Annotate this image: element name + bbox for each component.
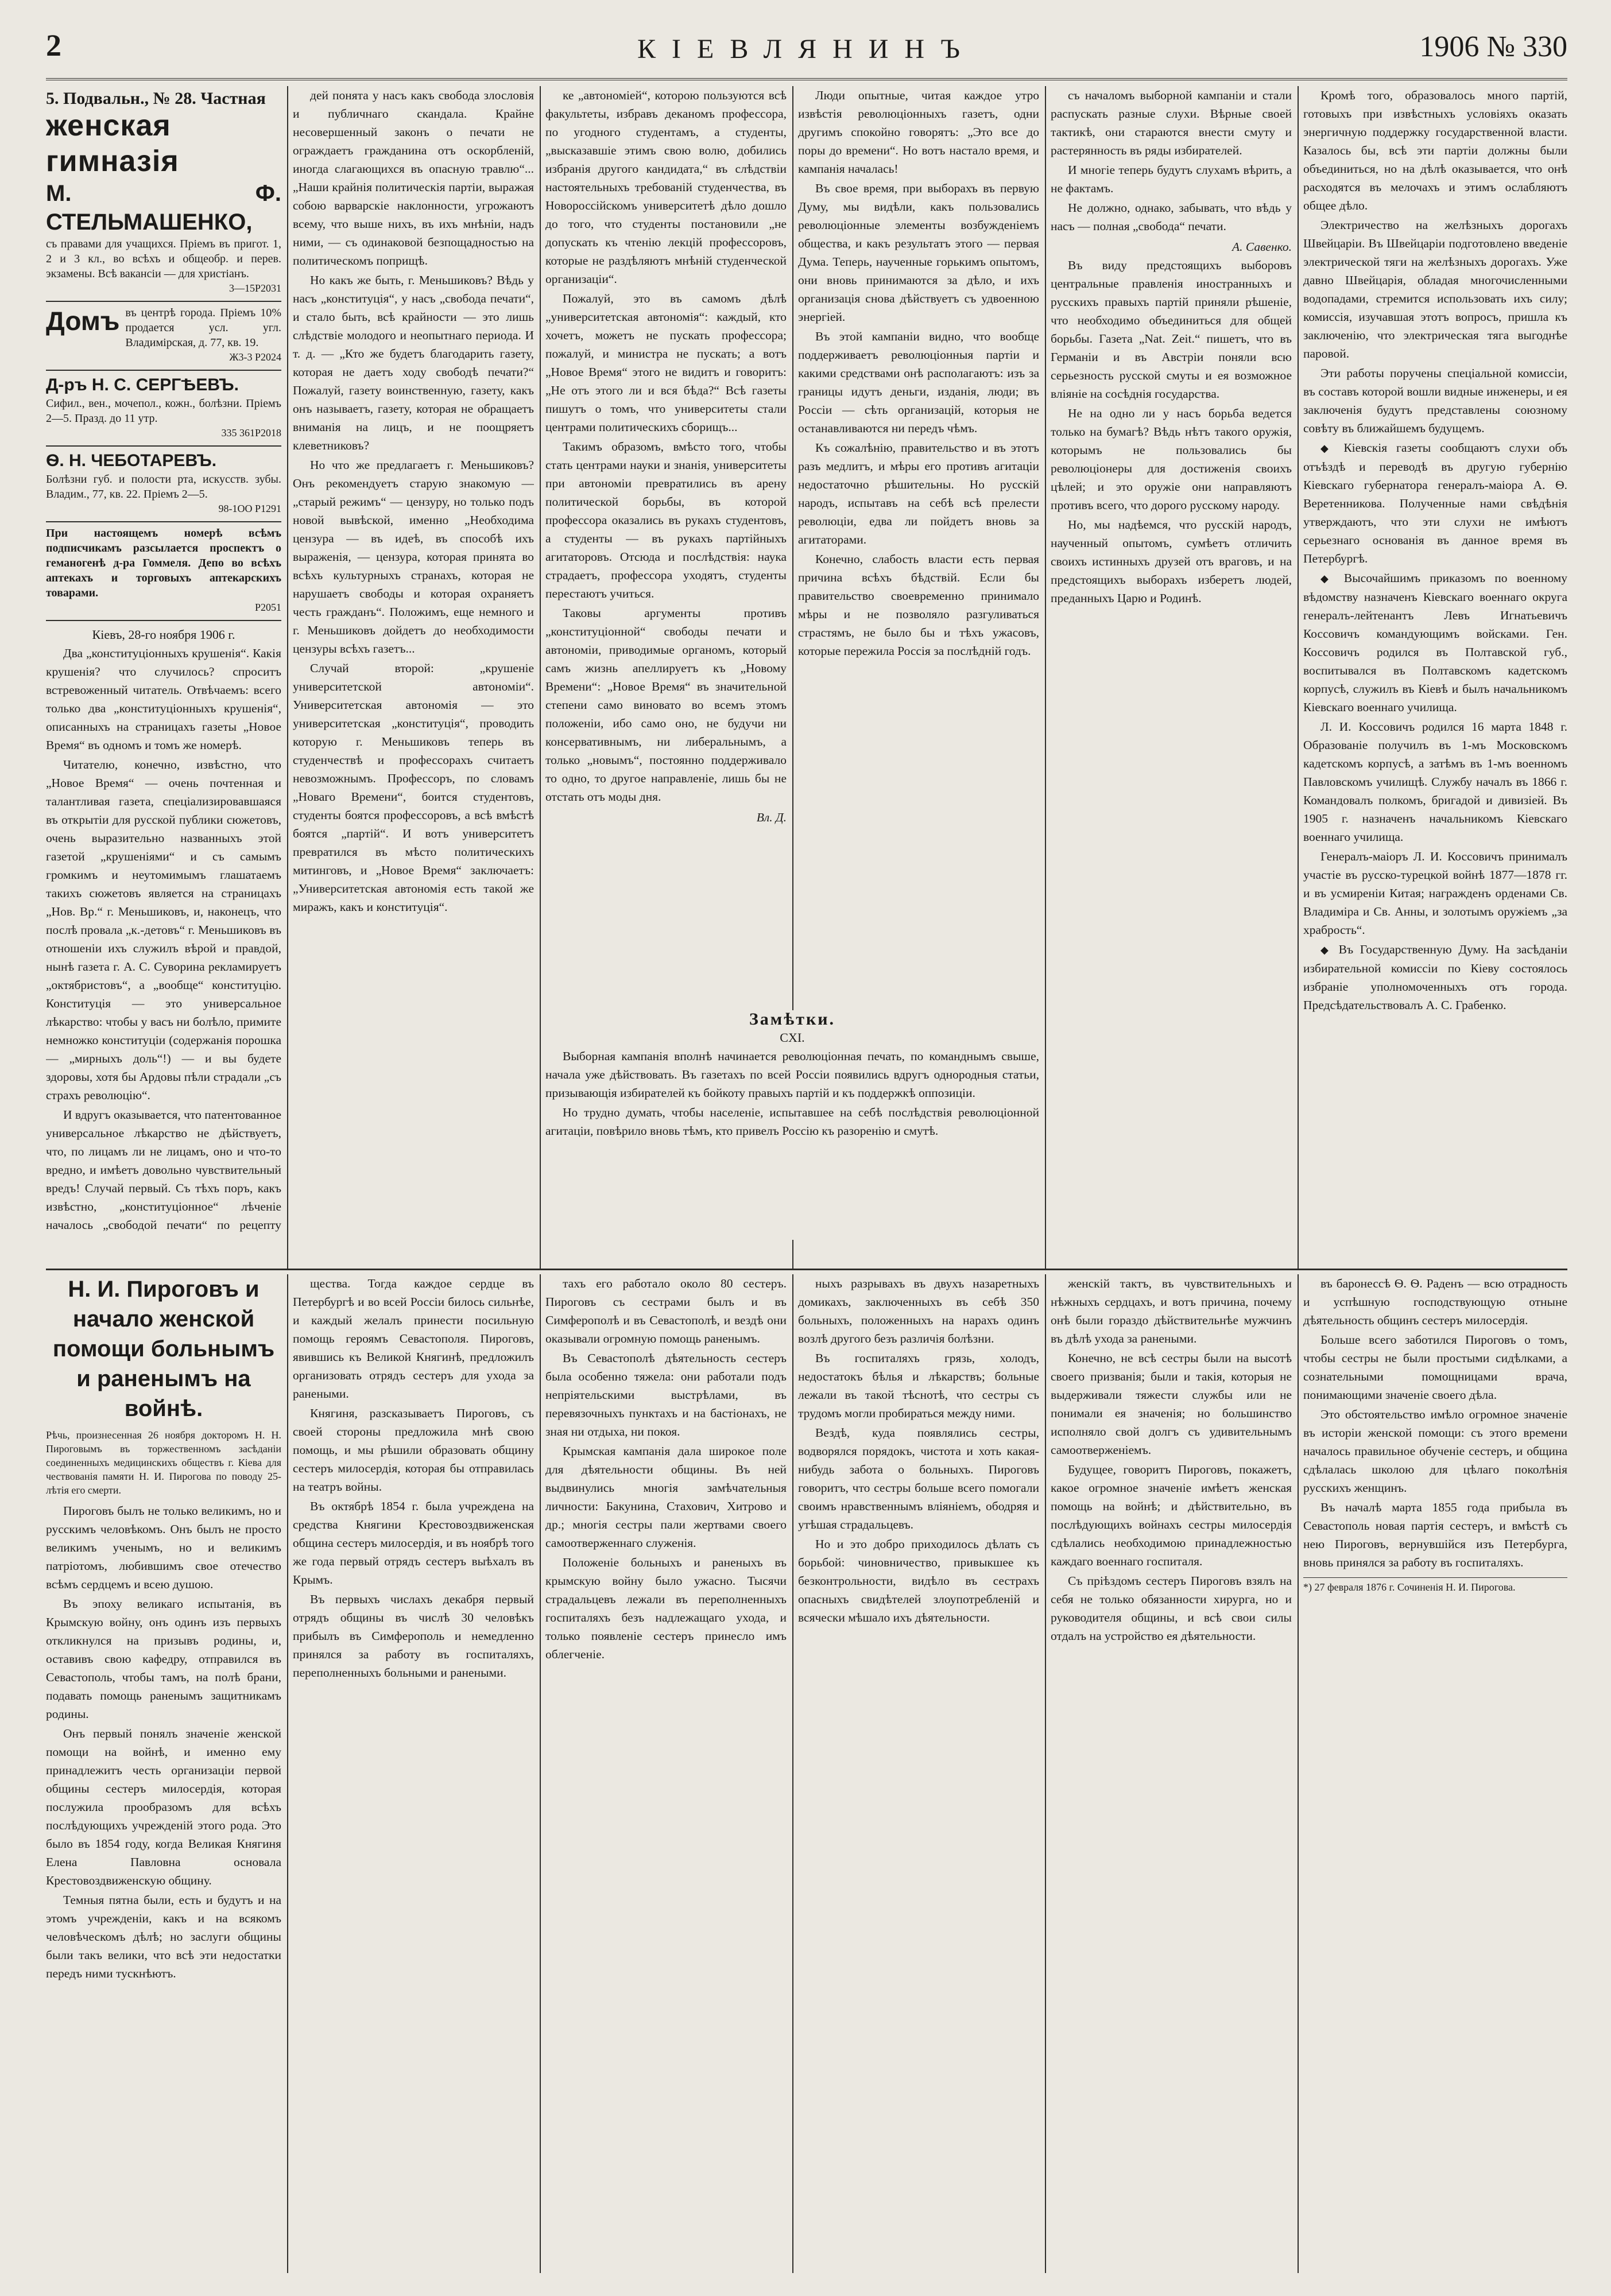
article-paragraph: Въ виду предстоящихъ выборовъ центральные правленія иностранныхъ и русскихъ правыхъ партій приняли рѣшеніе, что необходимо объединиться для общей борьбы. Газета „Nat. Zeit.“ пишетъ, что въ Германіи и въ Австріи поняли всю серьезность русской смуты и ея возможное вліяніе на сосѣднія государства.: [1051, 258, 1292, 401]
column-5: [1051, 86, 1292, 1234]
article-signature: Вл. Д.: [756, 810, 787, 824]
news-marker-icon: ◆: [1320, 443, 1335, 454]
article-paragraph: Въ первыхъ числахъ декабря первый отрядъ общины въ числѣ 30 человѣкъ прибылъ въ Симферополь и немедленно принялся за работу въ госпиталяхъ, переполненныхъ больными и ранеными.: [293, 1592, 534, 1680]
ad-gymnasium-title: женская гимназія: [46, 109, 179, 178]
ad-notice-text: При настоящемъ номерѣ всѣмъ подписчикамъ разсылается проспектъ о геманогенѣ д-ра Гоммеля. Депо во всѣхъ аптекахъ и торговыхъ аптекарскихъ товарами.: [46, 527, 281, 599]
article-paragraph: Но и это добро приходилось дѣлать съ борьбой: чиновничество, привыкшее къ безконтрольности, видѣло въ сестрахъ опасныхъ свидѣтелей злоупотребленій и всячески мѣшало ихъ дѣятельности.: [798, 1537, 1039, 1624]
article-paragraph: Вездѣ, куда появлялись сестры, водворялся порядокъ, чистота и хоть какая-нибудь забота о больныхъ. Пироговъ говоритъ, что сестры больше всего помогали своимъ нравственнымъ вліяніемъ, ободряя и утѣшая страдальцевъ.: [798, 1426, 1039, 1531]
news-item: Генералъ-маіоръ Л. И. Коссовичъ принималъ участіе въ русско-турецкой войнѣ 1877—1878 гг. и въ усмиреніи Китая; награжденъ орденами Св. Владиміра и Св. Анны, и золотымъ оружіемъ „за храбрость“.: [1303, 850, 1567, 937]
article-paragraph: И вдругъ оказывается, что патентованное универсальное лѣкарство не дѣйствуетъ, что, по лицамъ ли не лицамъ, оно и что-то вредно, и имѣетъ довольно чувствительный вредъ! Случай первый. Съ тѣхъ поръ, какъ извѣстно, „конституціонное“ лѣченіе началось „свободой печати“ по рецепту: [46, 1108, 281, 1232]
ad-doctor-sergeev-code: 335 361Р2018: [221, 427, 281, 439]
article-intro: Рѣчь, произнесенная 26 ноября докторомъ Н. Н. Пироговымъ въ торжественномъ засѣданіи соединенныхъ медицинскихъ обществъ г. Кіева для чествованія памяти Н. И. Пирогова по поводу 25-лѣтія его смерти.: [46, 1429, 281, 1496]
page-number: 2: [46, 28, 61, 63]
newspaper-title: КІЕВЛЯНИНЪ: [637, 34, 976, 64]
column-6: [1303, 86, 1567, 1234]
article-paragraph: Будущее, говоритъ Пироговъ, покажетъ, какое огромное значеніе имѣетъ женская помощь на войнѣ; и дѣйствительно, въ послѣдующихъ войнахъ сестры милосердія сдѣлались необходимою принадлежностью каждаго военнаго госпиталя.: [1051, 1463, 1292, 1568]
news-item: ◆ Высочайшимъ приказомъ по военному вѣдомству назначенъ Кіевскаго военнаго округа генералъ-лейтенантъ Левъ Игнатьевичъ Коссовичъ командующимъ войсками. Ген. Коссовичъ родился въ Полтавской губ., воспитывался въ Полтавскомъ кадетскомъ корпусѣ, служилъ въ Кіевѣ и былъ начальникомъ Кіевскаго военнаго училища.: [1303, 571, 1567, 714]
article-paragraph: Эти работы поручены спеціальной комиссіи, въ составъ которой вошли видные инженеры, и ея заключенія будутъ представлены союзному совѣту въ ближайшемъ будущемъ.: [1303, 366, 1567, 435]
column-divider: [1298, 86, 1299, 1269]
article-paragraph: съ началомъ выборной кампаніи и стали распускать разные слухи. Вѣрные своей тактикѣ, они стараются внести смуту и растерянность въ ряды избирателей.: [1051, 88, 1292, 157]
article-paragraph: И многіе теперь будутъ слухамъ вѣрить, а не фактамъ.: [1051, 163, 1292, 195]
article-paragraph: Конечно, слабость власти есть первая причина всѣхъ бѣдствій. Если бы правительство своевременно принимало мѣры и не позволяло разгуливаться страстямъ, не было бы и тѣхъ ужасовъ, которые пережила Россія за послѣдній годъ.: [798, 552, 1039, 658]
article-paragraph: Онъ первый понялъ значеніе женской помощи на войнѣ, и именно ему принадлежитъ честь организаціи первой общины сестеръ милосердія, которая послужила прообразомъ для всѣхъ послѣдующихъ учрежденій этого рода. Это было въ 1854 году, когда Великая Княгиня Елена Павловна основала Крестовоздвиженскую общину.: [46, 1727, 281, 1887]
article-title-pirogov: Н. И. Пироговъ и начало женской помощи больнымъ и раненымъ на войнѣ.: [52, 1277, 275, 1421]
article-paragraph: Больше всего заботился Пироговъ о томъ, чтобы сестры не были простыми сидѣлками, а сознательными помощницами врача, понимающими значеніе своего дѣла.: [1303, 1333, 1567, 1402]
article-paragraph: Не должно, однако, забывать, что вѣдь у насъ — полная „свобода“ печати.: [1051, 201, 1292, 233]
column-divider: [287, 1274, 288, 2273]
footnote: *) 27 февраля 1876 г. Сочиненія Н. И. Пирогова.: [1303, 1577, 1567, 1594]
lower-column-5: [1051, 1274, 1292, 2273]
article-paragraph: тахъ его работало около 80 сестеръ. Пироговъ съ сестрами былъ и въ Симферополѣ и въ Севастополѣ, и вездѣ они оказывали огромную помощь раненымъ.: [545, 1277, 787, 1345]
article-paragraph: Не на одно ли у насъ борьба ведется только на бумагѣ? Вѣдь нѣтъ такого оружія, которымъ не пользовались бы революціонеры для достиженія своихъ цѣлей; и это оружіе они направляютъ противъ всего, что дорого русскому народу.: [1051, 406, 1292, 512]
article-paragraph: Въ октябрѣ 1854 г. была учреждена на средства Княгини Крестовоздвиженская община сестеръ милосердія, и въ ноябрѣ того же года первый отрядъ сестеръ выѣхалъ въ Крымъ.: [293, 1499, 534, 1587]
column-divider: [287, 86, 288, 1269]
article-paragraph: Таковы аргументы противъ „конституціонной“ свободы печати и автономіи, приводимые органомъ, который самъ жизнь апеллируетъ къ „Новому Времени“: „Новое Время“ въ значительной степени само виновато во всемъ этомъ положеніи, ибо само оно, не будучи ни консервативнымъ, ни либеральнымъ, а только „новымъ“, постоянно поддерживало то одно, то другое направленіе, лишь бы не отстать отъ моды дня.: [545, 606, 787, 804]
ad-doctor-chebotarev-code: 98-1ОО Р1291: [218, 503, 281, 514]
article-paragraph: Выборная кампанія вполнѣ начинается революціонная печать, по команднымъ свыше, начала уже дѣйствовать. Въ газетахъ по всей Россіи появились вдругъ однородныя статьи, призывающія избирателей къ бойкоту правыхъ партій и къ поддержкѣ оппозиціи.: [545, 1049, 1039, 1100]
ad-house: [46, 302, 281, 371]
column-divider: [540, 1274, 541, 2273]
article-paragraph: Электричество на желѣзныхъ дорогахъ Швейцаріи. Въ Швейцаріи подготовлено введеніе электрической тяги на желѣзныхъ дорогахъ. Уже давно Швейцарія, обладая многочисленными водопадами, стремится использовать ихъ силу; комиссія, изучавшая этотъ вопросъ, пришла къ заключенію, что электрическая тяга выгоднѣе паровой.: [1303, 218, 1567, 360]
ad-doctor-sergeev: [46, 371, 281, 447]
column-divider: [540, 86, 541, 1269]
column-2: [293, 86, 534, 1234]
notes-title: Замѣтки.: [749, 1010, 836, 1029]
article-paragraph: Въ свое время, при выборахъ въ первую Думу, мы видѣли, какъ пользовались революціонные элементы возбужденіемъ общества, и какъ результатъ этого — первая Дума. Теперь, наученные горькимъ опытомъ, они вновь принимаются за дѣло, и ихъ организація снова дѣйствуетъ съ удвоенною энергіей.: [798, 181, 1039, 324]
article-paragraph: щества. Тогда каждое сердце въ Петербургѣ и во всей Россіи билось сильнѣе, и каждый желалъ принести посильную помощь героямъ Севастополя. Пироговъ, явившись къ Великой Княгинѣ, предложилъ организовать отрядъ сестеръ для ухода за ранеными.: [293, 1277, 534, 1401]
article-paragraph: Въ началѣ марта 1855 года прибыла въ Севастополь новая партія сестеръ, и вмѣстѣ съ нею Пироговъ, вернувшійся изъ Петербурга, вновь принялся за работу въ госпиталяхъ.: [1303, 1500, 1567, 1569]
ad-doctor-chebotarev-name: Ѳ. Н. ЧЕБОТАРЕВЪ.: [46, 451, 217, 470]
article-paragraph: Такимъ образомъ, вмѣсто того, чтобы стать центрами науки и знанія, университеты при автономіи превратились въ арену политической борьбы, въ которой профессора оказались въ рукахъ студентовъ, а студенты — въ рукахъ партійныхъ агитаторовъ. Отсюда и послѣдствія: наука страдаетъ, профессора уходятъ, студенты перестаютъ учиться.: [545, 440, 787, 600]
ad-gymnasium-text: съ правами для учащихся. Пріемъ въ пригот. 1, 2 и 3 кл., во всѣхъ и общеобр. и перев. экзамены. Всѣ вакансіи — для христіанъ.: [46, 238, 281, 280]
article-paragraph: Но какъ же быть, г. Меньшиковъ? Вѣдь у насъ „конституція“, у насъ „свобода печати“, и стало быть, всѣ крайности — это лишь слѣдствіе молодого и неопытнаго периода. И т. д. — „Кто же будетъ благодарить газету, которая не даетъ ходу свободѣ печати?“ Пожалуй, газету воинственную, газету, какъ онъ называетъ, газету, которая не обращаетъ вниманія на лицъ, и не поощряетъ клеветниковъ?: [293, 273, 534, 452]
article-paragraph: Это обстоятельство имѣло огромное значеніе въ исторіи женской помощи: съ этого времени началось правильное обученіе сестеръ, и община сдѣлалась школою для цѣлаго поколѣнія русскихъ женщинъ.: [1303, 1407, 1567, 1495]
column-1: [46, 86, 281, 1234]
ad-notice: [46, 522, 281, 621]
ad-house-text: въ центрѣ города. Пріемъ 10% продается усл. угл. Владимірская, д. 77, кв. 19.: [125, 307, 281, 349]
ad-house-code: Ж3-3 Р2024: [229, 351, 281, 363]
ad-doctor-sergeev-name: Д-ръ Н. С. СЕРГѢЕВЪ.: [46, 375, 239, 394]
news-item: ◆ Въ Государственную Думу. На засѣданіи избирательной комиссіи по Кіеву состоялось избраніе уполномоченныхъ отъ города. Предсѣдательствовалъ А. С. Грабенко.: [1303, 943, 1567, 1012]
article-paragraph: Къ сожалѣнію, правительство и въ этотъ разъ медлитъ, и мѣры его противъ агитаціи недостаточно рѣшительны. Но русскій народъ, испытавъ на себѣ всѣ прелести революціи, едва ли пойдетъ вновь за агитаторами.: [798, 441, 1039, 546]
issue-number: 1906 № 330: [1419, 30, 1567, 63]
ad-house-title: Домъ: [46, 306, 120, 336]
article-paragraph: Кромѣ того, образовалось много партій, готовыхъ при извѣстныхъ условіяхъ оказать энергичную поддержку государственной власти. Казалось бы, всѣ эти партіи должны были объединиться, но на дѣлѣ оказывается, что онѣ расходятся въ мелочахъ и этимъ ослабляютъ общее дѣло.: [1303, 88, 1567, 212]
lower-column-4: [798, 1274, 1039, 2273]
article-paragraph: женскій тактъ, въ чувствительныхъ и нѣжныхъ сердцахъ, и вотъ причина, почему онѣ были гораздо дѣйствительнѣе мужчинъ въ дѣлѣ ухода за ранеными.: [1051, 1277, 1292, 1345]
lower-column-2: [293, 1274, 534, 2273]
lower-column-3: [545, 1274, 787, 2273]
article-paragraph: Съ пріѣздомъ сестеръ Пироговъ взялъ на себя не только обязанности хирурга, но и руководителя общины, и всѣ свои силы отдалъ на устройство ея дѣятельности.: [1051, 1574, 1292, 1643]
column-divider: [792, 1274, 793, 2273]
article-paragraph: Пироговъ былъ не только великимъ, но и русскимъ человѣкомъ. Онъ былъ не просто великимъ ученымъ, но и великимъ патріотомъ, любившимъ свое отечество всѣмъ сердцемъ и всею душою.: [46, 1504, 281, 1591]
section-divider: [46, 1269, 1567, 1270]
article-paragraph: Въ этой кампаніи видно, что вообще поддерживаетъ революціонныя партіи и какими средствами онѣ располагаютъ: изъ за границы идутъ деньги, изданія, люди; въ Россіи — сѣть организацій, которыя не останавливаются ни передъ чѣмъ.: [798, 329, 1039, 435]
article-paragraph: Положеніе больныхъ и раненыхъ въ крымскую войну было ужасно. Тысячи страдальцевъ лежали въ переполненныхъ госпиталяхъ безъ надлежащаго ухода, и только появленіе сестеръ принесло имъ облегченіе.: [545, 1556, 787, 1661]
lower-column-1: [46, 1274, 281, 2273]
news-marker-icon: ◆: [1320, 573, 1335, 584]
article-paragraph: Въ Севастополѣ дѣятельность сестеръ была особенно тяжела: они работали подъ непріятельскими выстрѣлами, въ перевязочныхъ пунктахъ и на бастіонахъ, не зная ни отдыха, ни покоя.: [545, 1351, 787, 1438]
article-paragraph: Темныя пятна были, есть и будутъ и на этомъ учрежденіи, какъ и на всякомъ человѣческомъ дѣлѣ; но заслуги общины были такъ велики, что всѣ эти недостатки передъ ними тускнѣютъ.: [46, 1893, 281, 1980]
page-header: [46, 23, 1567, 80]
column-divider: [1045, 86, 1046, 1269]
ad-gymnasium-address: 5. Подвальн., № 28. Частная: [46, 89, 266, 108]
article-paragraph: ке „автономіей“, которою пользуются всѣ факультеты, избравъ деканомъ профессора, по угодного студентамъ, а студенты, „высказавшіе этимъ свою волю, добились избранія другого кандидата,“ въ слѣдствіи настоятельныхъ требованій студенчества, въ Новороссійскомъ университетѣ дѣло дошло до того, что студенты постановили „не допускать къ чтенію лекцій профессоровъ, которые не раздѣляютъ мнѣній студенческой организаціи“.: [545, 88, 787, 286]
column-divider: [1298, 1274, 1299, 2273]
ad-notice-code: Р2051: [254, 602, 281, 613]
article-paragraph: Княгиня, разсказываетъ Пироговъ, съ своей стороны предложила мнѣ свою помощь, и мы рѣшили образовать общину сестеръ милосердія, которая бы отправилась на театръ войны.: [293, 1406, 534, 1494]
ad-gymnasium-code: 3—15Р2031: [229, 282, 281, 294]
article-paragraph: Читателю, конечно, извѣстно, что „Новое Время“ — очень почтенная и талантливая газета, спеціализировавшаяся въ открытіи для русской публики сюжетовъ, очень выразительно названныхъ этой газетой „крушеніями“ и съ самымъ громкимъ и неутомимымъ глашатаемъ такихъ сюжетовъ является на страницахъ „Нов. Вр.“ г. Меньшиковъ, и, наконецъ, что послѣ провала „к.-детовъ“ г. Меньшиковъ въ отношеніи ихъ служилъ вѣрой и правдой, нынѣ газета г. А. С. Суворина рекламируетъ „октябристовъ“, а „вообще“ конституцію. Конституція — это универсальное лѣкарство: чтобы у васъ ни болѣло, примите немножко конституціи (содержанія порошка — „мирныхъ доль“!) — и вы будете здоровы, хотя бы Ардовы пѣли страдали „съ страхъ революцію“.: [46, 758, 281, 1102]
article-paragraph: ныхъ разрывахъ въ двухъ назаретныхъ домикахъ, заключенныхъ въ себѣ 350 больныхъ, положенныхъ на нарахъ одинъ возлѣ другого безъ различія болѣзни.: [798, 1277, 1039, 1345]
ad-gymnasium: [46, 86, 281, 302]
article-signature: А. Савенко.: [1232, 240, 1292, 254]
ad-doctor-chebotarev: [46, 447, 281, 522]
article-paragraph: Люди опытные, читая каждое утро извѣстія революціонныхъ газетъ, одни другимъ спокойно говорятъ: „Это все до поры до времени“. Но вотъ настало время, и кампанія началась!: [798, 88, 1039, 176]
notes-section: [545, 1010, 1039, 1240]
article-paragraph: Конечно, не всѣ сестры были на высотѣ своего призванія; были и такія, которыя не выдерживали тяжести службы или не понимали ея значенія; но большинство исполняло свой долгъ съ удивительнымъ самоотверженіемъ.: [1051, 1351, 1292, 1457]
article-paragraph: въ баронессѣ Ѳ. Ѳ. Раденъ — всю отрадность и успѣшную господствующую отныне дѣятельность общинъ сестеръ милосердія.: [1303, 1277, 1567, 1327]
lower-column-6: [1303, 1274, 1567, 2273]
article-paragraph: Но что же предлагаетъ г. Меньшиковъ? Онъ рекомендуетъ старую знакомую — „старый режимъ“ — цензуру, но только подъ новой вывѣской, именно „Необходима цензура — въ идеѣ, въ способѣ ихъ выраженія, — цензура, которая принята во всѣхъ культурныхъ странахъ, которая не нарушаетъ свободы и которая охраняетъ честь гражданъ“. Положимъ, еще немного и г. Меньшиковъ дойдетъ до необходимости цензуры всѣхъ газетъ...: [293, 458, 534, 656]
article-paragraph: дей понята у насъ какъ свобода злословія и публичнаго скандала. Крайне несовершенный законъ о печати не ограждаетъ гражданина отъ оскорбленій, иногда слагающихся въ опасную травлю“... „Наши крайнія политическія партіи, выражая собою варварскіе наклонности, угрожаютъ всему, что выше нихъ, въ ихъ мнѣніи, надъ ними, — съ одинаковой безпощадностью на политическомъ поприщѣ.: [293, 88, 534, 267]
dateline: Кіевъ, 28-го ноября 1906 г.: [92, 627, 235, 642]
ad-doctor-chebotarev-text: Болѣзни губ. и полости рта, искусств. зубы. Владим., 77, кв. 22. Пріемъ 2—5.: [46, 473, 281, 501]
article-paragraph: Но, мы надѣемся, что русскій народъ, наученный опытомъ, сумѣетъ отличить своихъ истинныхъ друзей отъ враговъ, и на предстоящихъ выборахъ изберетъ людей, преданныхъ Царю и Родинѣ.: [1051, 518, 1292, 605]
notes-number: CXI.: [780, 1030, 805, 1045]
article-paragraph: Но трудно думать, чтобы населеніе, испытавшее на себѣ послѣдствія революціонной агитаціи, повѣрило вновь тѣмъ, кто привелъ Россію къ разоренію и смутѣ.: [545, 1106, 1039, 1138]
article-paragraph: Крымская кампанія дала широкое поле для дѣятельности общины. Въ ней выдвинулись многія замѣчательныя личности: Бакунина, Стахович, Хитрово и др.; многія сестры пали жертвами своего самоотверженнаго служенія.: [545, 1444, 787, 1550]
ad-gymnasium-name: М. Ф. СТЕЛЬМАШЕНКО,: [46, 181, 281, 235]
news-marker-icon: ◆: [1320, 944, 1333, 956]
article-paragraph: Въ эпоху великаго испытанія, въ Крымскую войну, онъ одинъ изъ первыхъ откликнулся на призывъ родины, и, оставивъ свою кафедру, отправился въ Севастополь, чтобы тамъ, на полѣ брани, подавать помощь раненымъ защитникамъ родины.: [46, 1597, 281, 1721]
article-paragraph: Въ госпиталяхъ грязь, холодъ, недостатокъ бѣлья и лѣкарствъ; больные лежали въ такой тѣснотѣ, что сестры съ трудомъ могли пробираться между ними.: [798, 1351, 1039, 1420]
article-paragraph: Два „конституціонныхъ крушенія“. Какія крушенія? что случилось? спроситъ встревоженный читатель. Отвѣчаемъ: всего только два „конституціонныхъ крушенія“, описанныхъ на страницахъ газеты „Новое Время“ въ одномъ и томъ же номерѣ.: [46, 646, 281, 752]
news-item: ◆ Кіевскія газеты сообщаютъ слухи объ отъѣздѣ и переводѣ въ другую губернію Кіевскаго губернатора генералъ-маіора А. Ѳ. Веретенникова. Полученные нами свѣдѣнія утверждаютъ, что эти слухи не имѣютъ серьезнаго основанія въ данное время въ Петербургѣ.: [1303, 441, 1567, 565]
article-paragraph: Случай второй: „крушеніе университетской автономіи“. Университетская автономія — это университетская „конституція“, проводить которую г. Меньшиковъ теперь въ студенчествѣ и профессорахъ считаетъ невозможнымъ. Профессоръ, по словамъ „Новаго Времени“, боится студентовъ, студенты боятся профессоровъ, а всѣ вмѣстѣ боятся „партій“. И вотъ университетъ превратился въ мѣсто политическихъ митинговъ, и „Новое Время“ заключаетъ: „Университетская автономія есть такой же миражъ, какъ и конституція“.: [293, 661, 534, 914]
column-divider: [1045, 1274, 1046, 2273]
article-paragraph: Пожалуй, это въ самомъ дѣлѣ „университетская автономія“: каждый, кто хочетъ, можетъ не пускать профессора; пожалуй, и министра не пускать; а вотъ „Новое Время“ этого не видитъ и говоритъ: „Не отъ этого ли и вся бѣда?“ Всѣ газеты пишутъ о томъ, что университеты стали центрами политическихъ сборищъ...: [545, 292, 787, 434]
news-item: Л. И. Коссовичъ родился 16 марта 1848 г. Образованіе получилъ въ 1-мъ Московскомъ кадетскомъ корпусѣ, а затѣмъ въ 1-мъ военномъ Павловскомъ училищѣ. Службу началъ въ 1866 г. Командовалъ полкомъ, бригадой и дивизіей. Въ 1905 г. назначенъ начальникомъ Кіевскаго военнаго училища.: [1303, 720, 1567, 844]
ad-doctor-sergeev-text: Сифил., вен., мочепол., кожн., болѣзни. Пріемъ 2—5. Празд. до 11 утр.: [46, 397, 281, 425]
